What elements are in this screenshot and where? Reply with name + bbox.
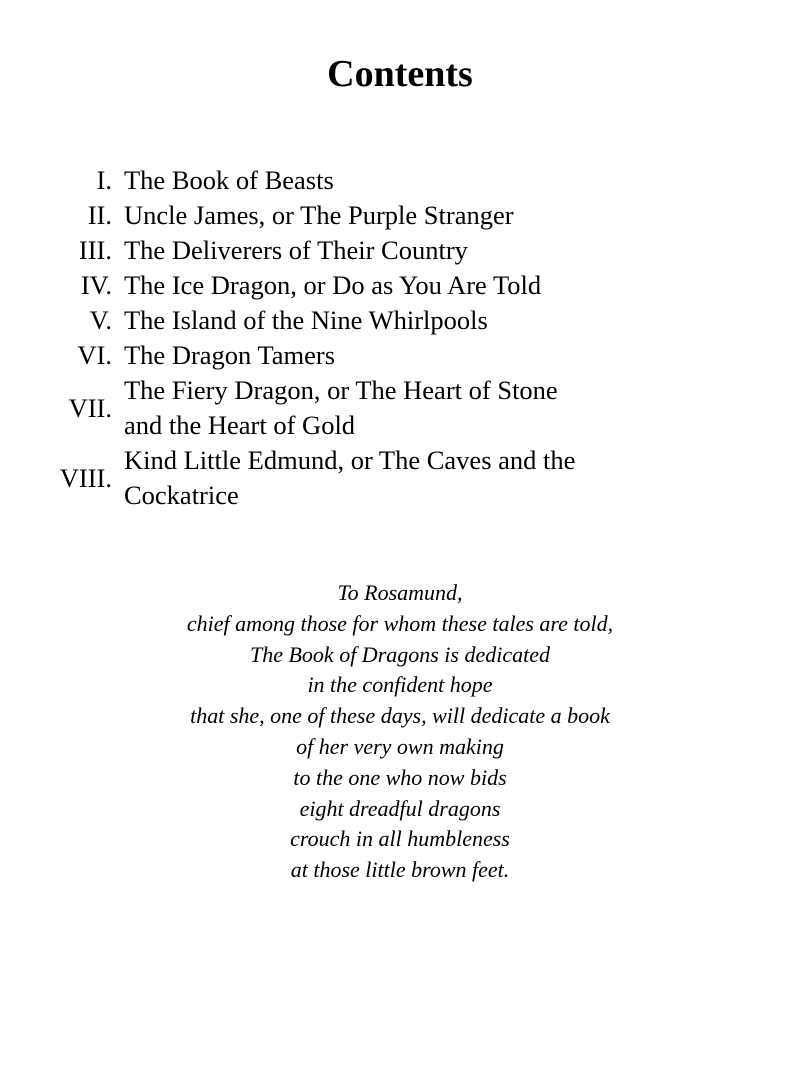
toc-entry-8	[0, 443, 800, 513]
toc-entry-number: I.	[96, 165, 112, 195]
dedication-line: in the confident hope	[307, 672, 493, 698]
toc-entry-5	[0, 303, 800, 338]
toc-entry-title	[124, 443, 684, 513]
toc-entry-title-line: Cockatrice	[124, 480, 239, 510]
dedication-line: eight dreadful dragons	[299, 795, 501, 821]
toc-entry-number: VIII.	[59, 462, 112, 493]
toc-entry-3	[0, 233, 800, 268]
dedication-line: at those little brown feet.	[290, 857, 510, 883]
toc-entry-1	[0, 163, 800, 198]
toc-entry-number: V.	[89, 305, 112, 335]
toc-entry-title-line: The Dragon Tamers	[124, 340, 336, 370]
dedication-line: of her very own making	[296, 733, 504, 759]
toc-entry-number: IV.	[80, 270, 112, 300]
toc-entry-title-line: The Ice Dragon, or Do as You Are Told	[124, 270, 542, 300]
toc-entry-number: VI.	[77, 340, 112, 370]
page-title: Contents	[327, 53, 473, 95]
dedication-line: The Book of Dragons is dedicated	[249, 641, 551, 667]
toc-entry-number: VII.	[68, 392, 112, 423]
dedication-line: that she, one of these days, will dedicate a book	[190, 703, 610, 729]
toc-entry-number: III.	[78, 235, 112, 265]
toc-entry-2	[0, 198, 800, 233]
toc-entry-title-line: and the Heart of Gold	[124, 410, 356, 440]
toc-entry-title	[124, 373, 684, 443]
toc-entry-title	[124, 303, 684, 338]
dedication-line: crouch in all humbleness	[290, 826, 510, 852]
dedication-line: To Rosamund,	[337, 580, 463, 605]
table-of-contents	[0, 163, 800, 513]
toc-entry-title-line: Uncle James, or The Purple Stranger	[124, 200, 514, 230]
dedication-line: to the one who now bids	[293, 764, 507, 790]
toc-entry-7	[0, 373, 800, 443]
toc-entry-title	[124, 338, 684, 373]
toc-entry-title	[124, 198, 684, 233]
toc-entry-title-line: The Fiery Dragon, or The Heart of Stone	[124, 375, 558, 405]
dedication-line: chief among those for whom these tales are told,	[186, 610, 614, 636]
toc-entry-title-line: Kind Little Edmund, or The Caves and the	[124, 445, 576, 475]
toc-entry-title-line: The Book of Beasts	[124, 165, 334, 195]
dedication	[0, 578, 800, 886]
toc-entry-title	[124, 268, 684, 303]
toc-entry-4	[0, 268, 800, 303]
toc-entry-title	[124, 233, 684, 268]
toc-entry-title-line: The Island of the Nine Whirlpools	[124, 305, 488, 335]
toc-entry-title-line: The Deliverers of Their Country	[124, 235, 468, 265]
toc-entry-title	[124, 163, 684, 198]
toc-entry-number: II.	[87, 200, 112, 230]
toc-entry-6	[0, 338, 800, 373]
